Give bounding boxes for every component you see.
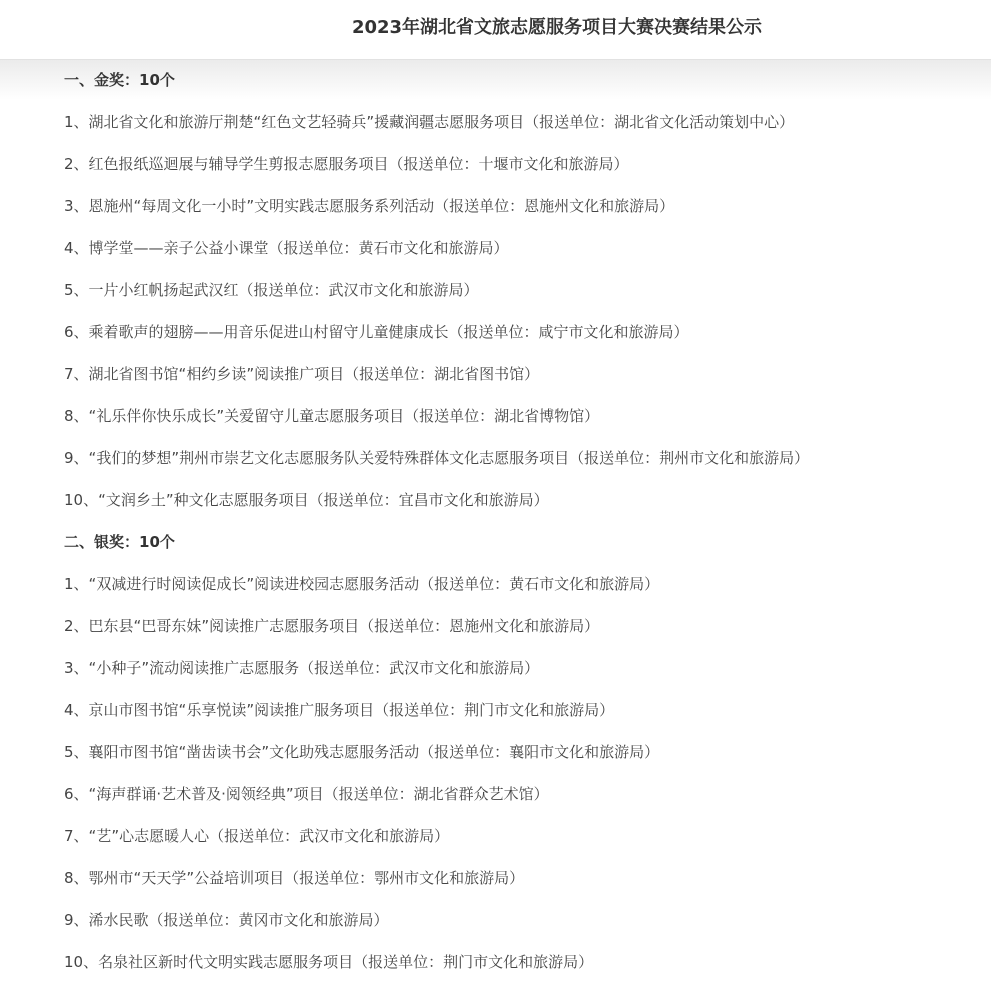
page-title: 2023年湖北省文旅志愿服务项目大赛决赛结果公示 [351,17,763,38]
list-item: 7、湖北省图书馆“相约乡读”阅读推广项目（报送单位：湖北省图书馆） [64,365,540,383]
list-item: 9、浠水民歌（报送单位：黄冈市文化和旅游局） [64,911,389,929]
list-item: 2、红色报纸巡迴展与辅导学生剪报志愿服务项目（报送单位：十堰市文化和旅游局） [64,155,629,173]
list-item: 1、湖北省文化和旅游厅荆楚“红色文艺轻骑兵”援藏润疆志愿服务项目（报送单位：湖北省文化活动策划中心） [64,113,795,131]
list-item: 4、京山市图书馆“乐享悦读”阅读推广服务项目（报送单位：荆门市文化和旅游局） [64,701,615,719]
page-header [0,0,991,60]
list-item: 8、“礼乐伴你快乐成长”关爱留守儿童志愿服务项目（报送单位：湖北省博物馆） [64,407,600,425]
article-body [64,68,984,992]
list-item: 2、巴东县“巴哥东妹”阅读推广志愿服务项目（报送单位：恩施州文化和旅游局） [64,617,600,635]
list-item: 4、博学堂——亲子公益小课堂（报送单位：黄石市文化和旅游局） [64,239,509,257]
list-item: 8、鄂州市“天天学”公益培训项目（报送单位：鄂州市文化和旅游局） [64,869,525,887]
section-heading-silver: 二、银奖：10个 [64,533,175,551]
list-item: 10、“文润乡土”种文化志愿服务项目（报送单位：宜昌市文化和旅游局） [64,491,549,509]
list-item: 5、一片小红帆扬起武汉红（报送单位：武汉市文化和旅游局） [64,281,479,299]
list-item: 10、名泉社区新时代文明实践志愿服务项目（报送单位：荆门市文化和旅游局） [64,953,594,971]
list-item: 7、“艺”心志愿暖人心（报送单位：武汉市文化和旅游局） [64,827,450,845]
section-heading-gold: 一、金奖：10个 [64,71,175,89]
list-item: 6、乘着歌声的翅膀——用音乐促进山村留守儿童健康成长（报送单位：咸宁市文化和旅游局） [64,323,689,341]
list-item: 3、“小种子”流动阅读推广志愿服务（报送单位：武汉市文化和旅游局） [64,659,540,677]
list-item: 5、襄阳市图书馆“凿齿读书会”文化助残志愿服务活动（报送单位：襄阳市文化和旅游局） [64,743,660,761]
list-item: 1、“双减进行时阅读促成长”阅读进校园志愿服务活动（报送单位：黄石市文化和旅游局） [64,575,660,593]
list-item: 6、“海声群诵·艺术普及·阅领经典”项目（报送单位：湖北省群众艺术馆） [64,785,549,803]
list-item: 3、恩施州“每周文化一小时”文明实践志愿服务系列活动（报送单位：恩施州文化和旅游局） [64,197,675,215]
list-item: 9、“我们的梦想”荆州市崇艺文化志愿服务队关爱特殊群体文化志愿服务项目（报送单位：荆州市文化和旅游局） [64,449,810,467]
